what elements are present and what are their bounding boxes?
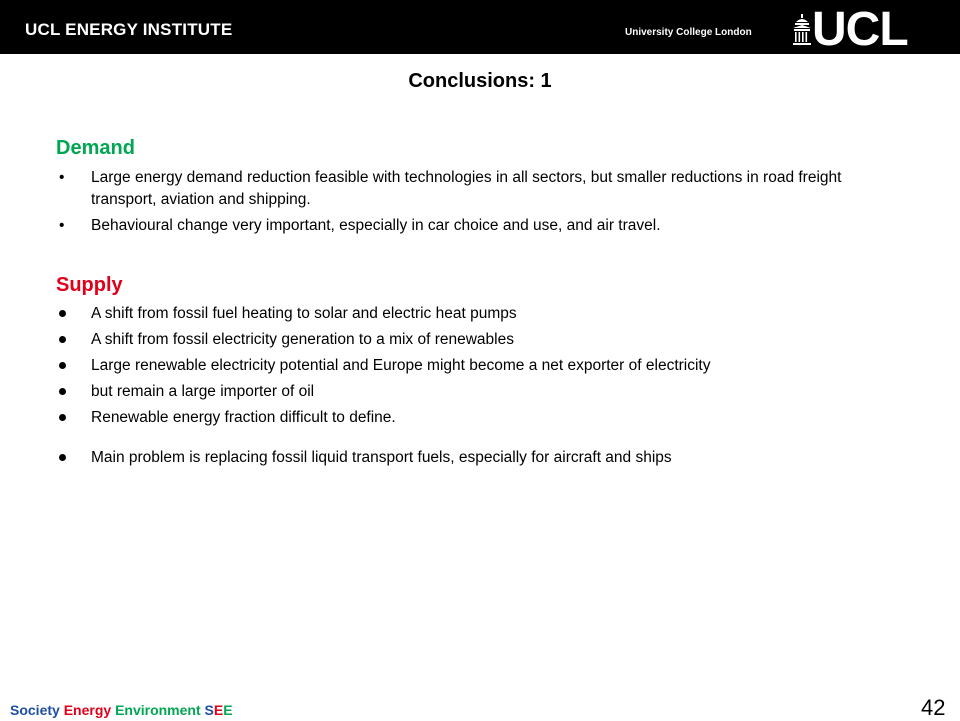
supply-heading: Supply: [56, 274, 123, 296]
logo-wordmark: UCL: [812, 3, 908, 56]
bullet-marker: •: [59, 217, 65, 234]
supply-list: [56, 303, 886, 473]
portico-icon: [792, 14, 812, 50]
list-item: [56, 447, 886, 469]
list-item: [56, 329, 886, 351]
list-item: [56, 355, 886, 377]
bullet-dot-icon: [59, 362, 66, 369]
footer-tagline: [10, 702, 233, 718]
list-item-text: Renewable energy fraction difficult to define.: [91, 409, 396, 426]
list-item: [56, 381, 886, 403]
list-item: [56, 303, 886, 325]
list-item: [56, 215, 886, 237]
tagline-acronym: [205, 702, 233, 718]
list-item-text: Main problem is replacing fossil liquid transport fuels, especially for aircraft and ships: [91, 449, 672, 466]
bullet-dot-icon: [59, 310, 66, 317]
tagline-s: S: [204, 702, 214, 718]
list-item-text: Large renewable electricity potential and Europe might become a net exporter of electricity: [91, 357, 711, 374]
list-item-text: Behavioural change very important, especially in car choice and use, and air travel.: [91, 217, 661, 234]
ucl-logo: [792, 3, 932, 56]
tagline-energy: Energy: [63, 702, 112, 718]
university-name: University College London: [625, 27, 752, 38]
slide-title: Conclusions: 1: [408, 70, 552, 92]
page-number: 42: [921, 695, 946, 720]
list-item: [56, 407, 886, 429]
bullet-dot-icon: [59, 388, 66, 395]
institute-name: UCL ENERGY INSTITUTE: [25, 20, 233, 39]
tagline-e2: E: [223, 702, 233, 718]
bullet-dot-icon: [59, 336, 66, 343]
list-item-text: but remain a large importer of oil: [91, 383, 315, 400]
bullet-dot-icon: [59, 454, 66, 461]
list-item-text: A shift from fossil electricity generation to a mix of renewables: [91, 331, 514, 348]
bullet-marker: •: [59, 169, 65, 186]
list-item: [56, 167, 886, 211]
header-bar: [0, 0, 960, 54]
list-item-text: A shift from fossil fuel heating to solar and electric heat pumps: [91, 305, 517, 322]
list-item-text: Large energy demand reduction feasible with technologies in all sectors, but smaller reductions in road freight transport, aviation and shipping.: [91, 169, 842, 208]
bullet-dot-icon: [59, 414, 66, 421]
tagline-environment: Environment: [115, 702, 201, 718]
demand-list: [56, 167, 886, 241]
demand-heading: Demand: [56, 137, 135, 159]
tagline-e1: E: [213, 702, 224, 718]
tagline-society: Society: [10, 702, 60, 718]
